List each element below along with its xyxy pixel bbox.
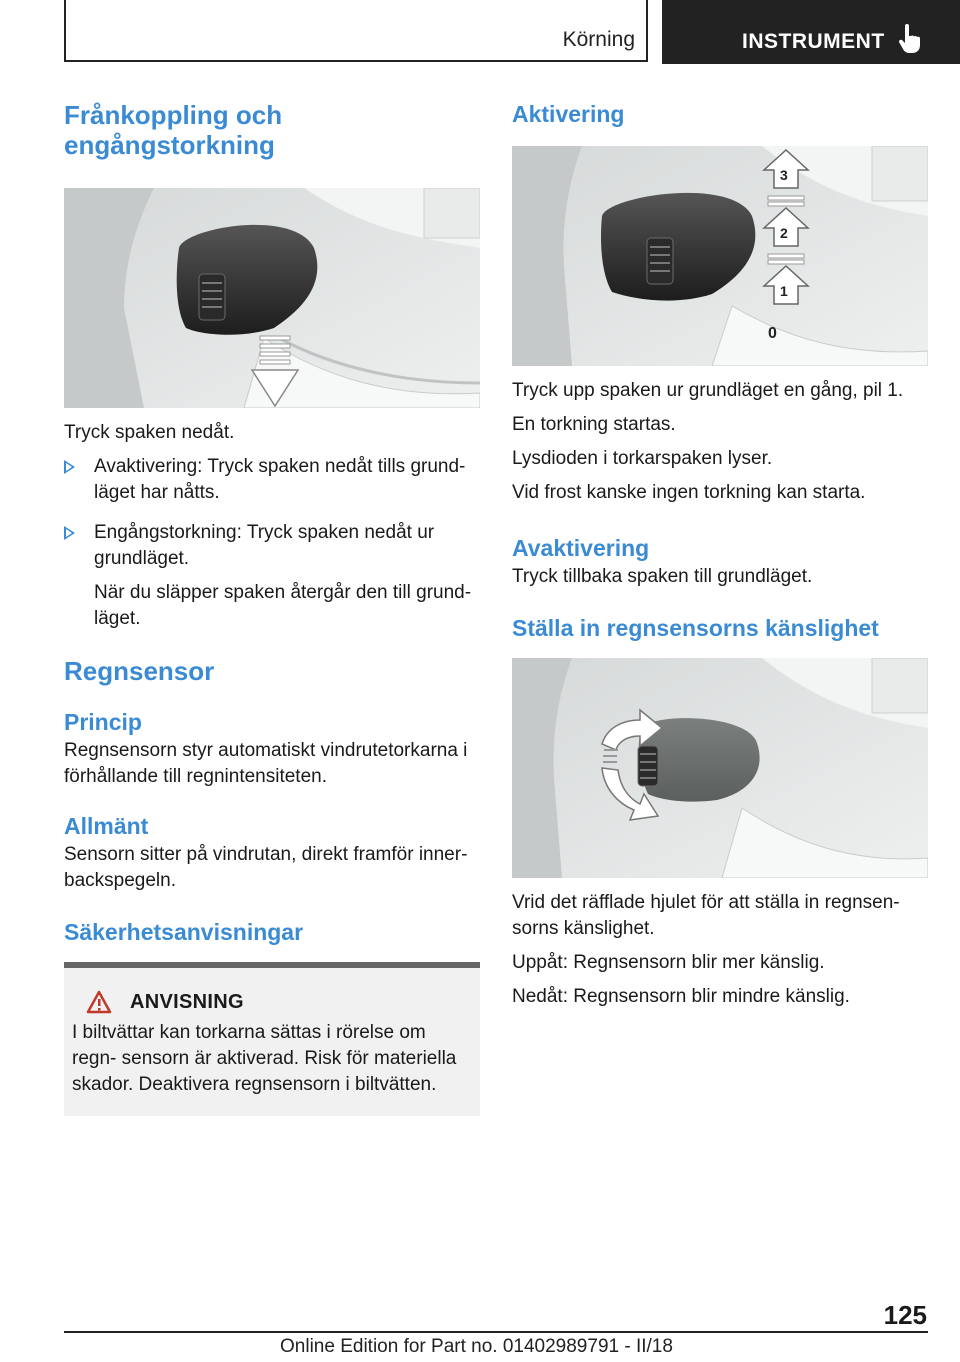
- deactivation-text: Tryck tillbaka spaken till grundläget.: [512, 566, 813, 587]
- sensitivity-text-3: Nedåt: Regnsensorn blir mindre känslig.: [512, 986, 850, 1007]
- lever-down-drawing: [64, 188, 480, 408]
- bullet-single-wipe: [64, 520, 480, 632]
- page-number: 125: [883, 1300, 927, 1330]
- chapter-label: INSTRUMENT: [742, 30, 885, 53]
- lever-positions-drawing: [512, 146, 928, 366]
- activation-text-4: Vid frost kanske ingen torkning kan starta.: [512, 482, 866, 503]
- arrow-label-3: 3: [780, 167, 788, 183]
- sensitivity-text-1: Vrid det räfflade hjulet för att ställa in regnsen- sorns känslighet.: [512, 892, 900, 939]
- bullet-deactivation: [64, 454, 480, 506]
- title-sensitivity: Ställa in regnsensorns känslighet: [512, 615, 879, 641]
- bullet-deactivation-text: Avaktivering: Tryck spaken nedåt tills grund- läget har nåtts.: [94, 456, 466, 503]
- arrow-label-1: 1: [780, 283, 788, 299]
- notice-box: [64, 962, 480, 1116]
- general-text: Sensorn sitter på vindrutan, direkt framför inner- backspegeln.: [64, 844, 468, 891]
- right-column: [512, 100, 928, 1010]
- principle-text: Regnsensorn styr automatiskt vindrutetorkarna i förhållande till regnintensiteten.: [64, 740, 468, 787]
- title-principle: Princip: [64, 709, 142, 735]
- warning-triangle-icon: [86, 990, 112, 1014]
- title-disconnect-single-wipe: Frånkoppling och engångstorkning: [64, 100, 283, 160]
- bullet-triangle-icon: [64, 460, 75, 474]
- chapter-tab: [662, 0, 960, 64]
- arrow-label-2: 2: [780, 225, 788, 241]
- sensitivity-wheel-illustration: [512, 658, 928, 878]
- title-safety: Säkerhetsanvisningar: [64, 919, 304, 945]
- sensitivity-wheel-drawing: [512, 658, 928, 878]
- section-label: Körning: [562, 28, 635, 51]
- wiper-lever-positions-illustration: [512, 146, 928, 366]
- notice-text: I biltvättar kan torkarna sättas i rörelse om regn- sensorn är aktiverad. Risk för materiella skador. Deaktivera regnsensorn i biltvätten.: [72, 1022, 457, 1095]
- bullet-single-wipe-text: Engångstorkning: Tryck spaken nedåt ur grundläget.: [94, 522, 435, 569]
- footer-divider: [64, 1331, 928, 1333]
- footer-edition: Online Edition for Part no. 01402989791 - II/18: [280, 1336, 673, 1357]
- bullet-triangle-icon: [64, 526, 75, 540]
- sensitivity-text-2: Uppåt: Regnsensorn blir mer känslig.: [512, 952, 825, 973]
- pointing-hand-icon: [897, 24, 923, 54]
- activation-text-3: Lysdioden i torkarspaken lyser.: [512, 448, 773, 469]
- title-deactivation: Avaktivering: [512, 535, 650, 561]
- position-0-label: 0: [768, 325, 777, 342]
- left-column: [64, 100, 480, 1116]
- bullet-single-wipe-release-text: När du släpper spaken återgår den till grund- läget.: [94, 582, 472, 629]
- activation-text-1: Tryck upp spaken ur grundläget en gång, pil 1.: [512, 380, 904, 401]
- wiper-lever-down-illustration: [64, 188, 480, 408]
- header-frame: [64, 0, 648, 62]
- activation-text-2: En torkning startas.: [512, 414, 676, 435]
- title-rain-sensor: Regnsensor: [64, 656, 215, 686]
- title-general: Allmänt: [64, 813, 149, 839]
- press-down-text: Tryck spaken nedåt.: [64, 422, 235, 443]
- notice-heading: [72, 990, 472, 1014]
- title-activation: Aktivering: [512, 101, 625, 127]
- notice-title: ANVISNING: [130, 990, 244, 1013]
